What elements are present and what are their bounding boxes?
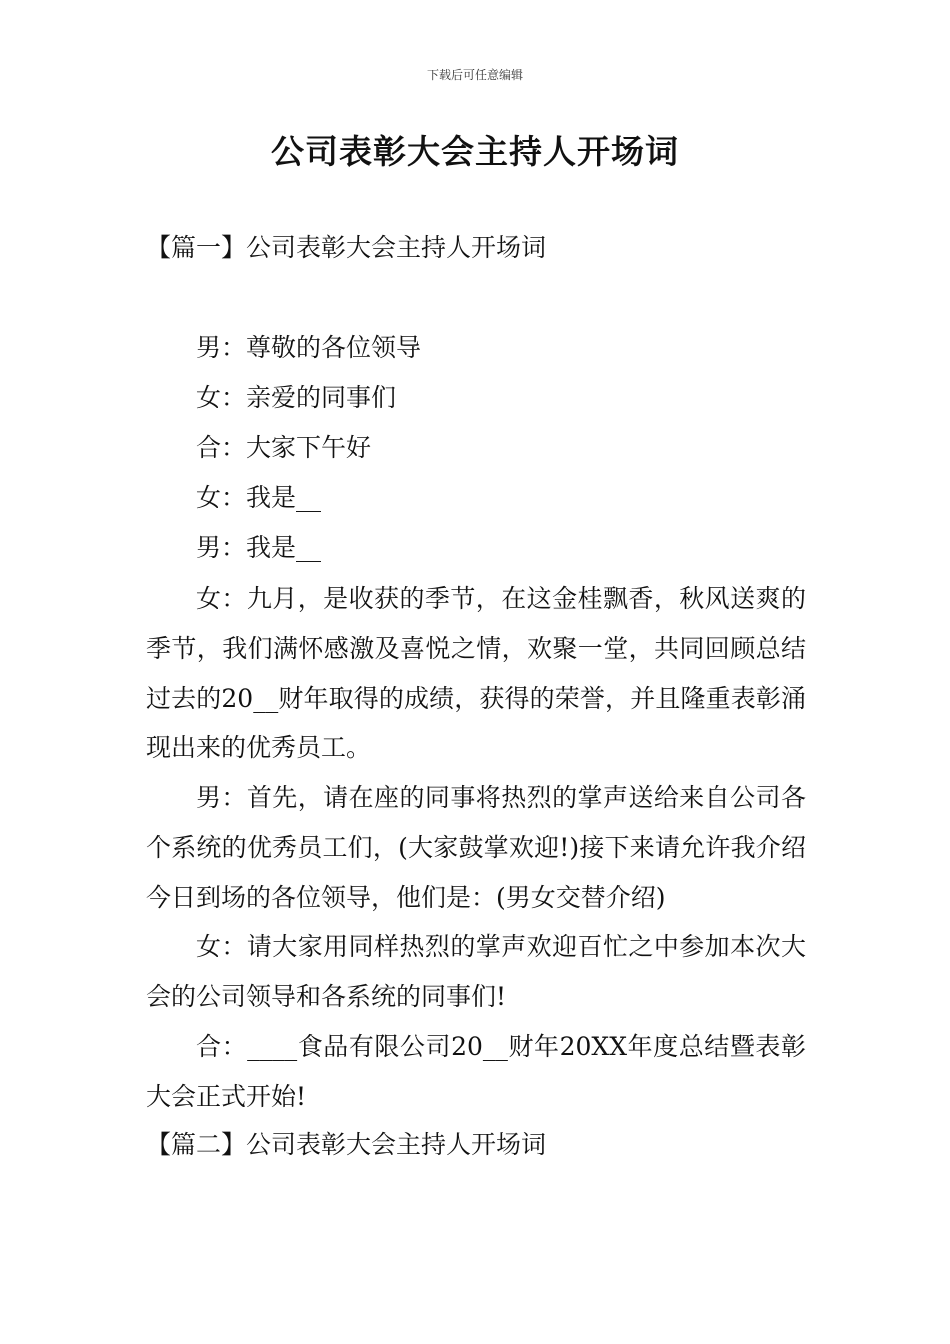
dialogue-paragraph: 女：九月，是收获的季节，在这金桂飘香，秋风送爽的季节，我们满怀感激及喜悦之情，欢聚一堂，共同回顾总结过去的20__财年取得的成绩，获得的荣誉，并且隆重表彰涌现出来的优秀员工。 <box>146 584 806 763</box>
document-title: 公司表彰大会主持人开场词 <box>271 132 679 171</box>
dialogue-paragraph: 男：首先，请在座的同事将热烈的掌声送给来自公司各个系统的优秀员工们，(大家鼓掌欢迎!)接下来请允许我介绍今日到场的各位领导，他们是：(男女交替介绍) <box>146 783 806 912</box>
header-note: 下载后可任意编辑 <box>426 68 523 82</box>
dialogue-paragraph: 合：____食品有限公司20__财年20XX年度总结暨表彰大会正式开始! <box>146 1032 806 1111</box>
dialogue-line: 男：尊敬的各位领导 <box>196 333 422 362</box>
section-heading-2: 【篇二】公司表彰大会主持人开场词 <box>146 1130 547 1159</box>
dialogue-paragraph: 女：请大家用同样热烈的掌声欢迎百忙之中参加本次大会的公司领导和各系统的同事们! <box>146 932 806 1011</box>
section-heading-1: 【篇一】公司表彰大会主持人开场词 <box>146 233 547 262</box>
dialogue-line: 女：亲爱的同事们 <box>196 383 397 412</box>
dialogue-line: 合：大家下午好 <box>196 433 372 462</box>
dialogue-line: 男：我是__ <box>196 533 322 562</box>
dialogue-line: 女：我是__ <box>196 483 322 512</box>
